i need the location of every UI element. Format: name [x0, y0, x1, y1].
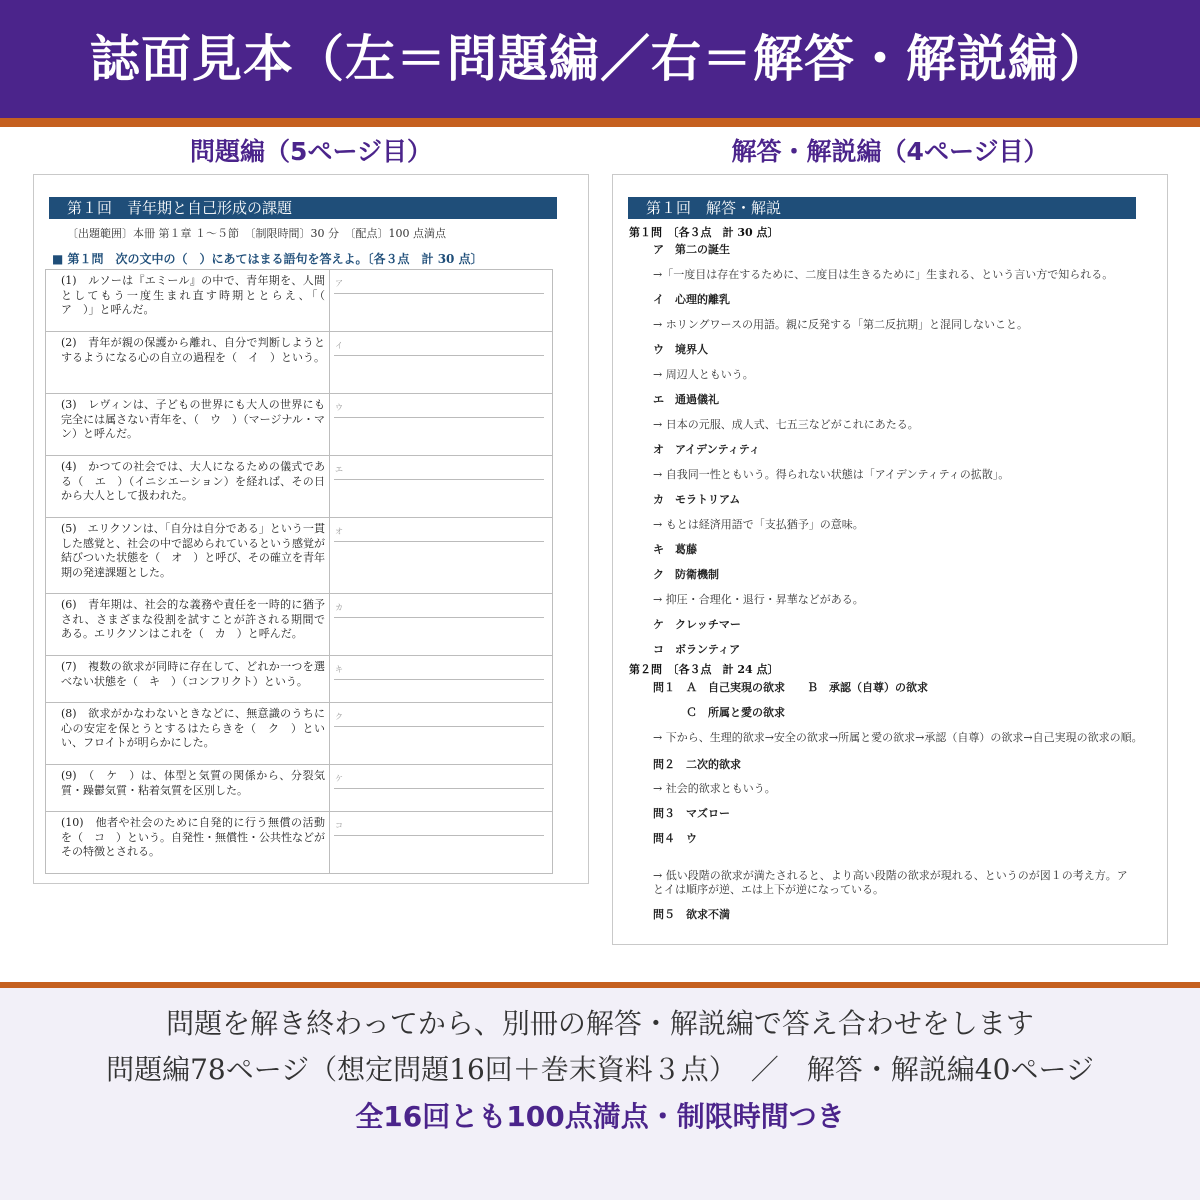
- answer-item: オ アイデンティティ: [653, 443, 761, 456]
- answer-item: Ｃ 所属と愛の欲求: [653, 706, 785, 719]
- answer-label: ア: [335, 279, 343, 288]
- footer-line-3: 全16回とも100点満点・制限時間つき: [355, 1100, 845, 1133]
- answer-label: オ: [335, 527, 343, 536]
- answer-explanation: → 自我同一性ともいう。得られない状態は「アイデンティティの拡散」。: [653, 468, 1010, 481]
- answer-item: イ 心理的離乳: [653, 293, 730, 306]
- question-row: [46, 456, 552, 518]
- answer-item: 問４ ウ: [653, 832, 697, 845]
- answer-label: キ: [335, 665, 343, 674]
- answer-label: カ: [335, 603, 343, 612]
- answer-explanation: → 抑圧・合理化・退行・昇華などがある。: [653, 593, 864, 606]
- answer-explanation: → ホリングワースの用語。親に反発する「第二反抗期」と混同しないこと。: [653, 318, 1028, 331]
- question-text: (10) 他者や社会のために自発的に行う無償の活動を（ コ ）という。自発性・無償性・公共性などがその特徴とされる。: [46, 812, 330, 873]
- answer-line: [334, 417, 544, 418]
- answer-line: [334, 835, 544, 836]
- answer-line: [334, 355, 544, 356]
- answer-cell[interactable]: [330, 518, 552, 593]
- answer-line: [334, 617, 544, 618]
- answer-label: エ: [335, 465, 343, 474]
- answer-cell[interactable]: [330, 656, 552, 702]
- question-text: (2) 青年が親の保護から離れ、自分で判断しようとするようになる心の自立の過程を（ イ ）という。: [46, 332, 330, 393]
- answer-cell[interactable]: [330, 456, 552, 517]
- answer-explanation: → 社会的欲求ともいう。: [653, 782, 776, 795]
- answer-line: [334, 541, 544, 542]
- answer-item: 問３ マズロー: [653, 807, 730, 820]
- answer-cell[interactable]: [330, 394, 552, 455]
- question-row: [46, 518, 552, 594]
- answer-page: [612, 174, 1168, 945]
- answer-item: カ モラトリアム: [653, 493, 741, 506]
- answer-cell[interactable]: [330, 332, 552, 393]
- banner-title: 誌面見本（左＝問題編／右＝解答・解説編）: [90, 30, 1110, 88]
- question-row: [46, 594, 552, 656]
- question-text: (5) エリクソンは、「自分は自分である」という一貫した感覚と、社会の中で認められているという感覚が結びついた状態を（ オ ）と呼び、その確立を青年期の発達課題とした。: [46, 518, 330, 593]
- question-text: (6) 青年期は、社会的な義務や責任を一時的に猶予され、さまざまな役割を試すことが許される期間である。エリクソンはこれを（ カ ）と呼んだ。: [46, 594, 330, 655]
- answer-label: ケ: [335, 774, 343, 783]
- answer-item: キ 葛藤: [653, 543, 697, 556]
- footer-line-2: 問題編78ページ（想定問題16回＋巻末資料３点） ／ 解答・解説編40ページ: [106, 1053, 1094, 1086]
- answer-line: [334, 788, 544, 789]
- footer-line-1: 問題を解き終わってから、別冊の解答・解説編で答え合わせをします: [166, 1007, 1034, 1040]
- answer-explanation: → 低い段階の欲求が満たされると、より高い段階の欲求が現れる、というのが図１の考え方。アとイは順序が逆、エは上下が逆になっている。: [653, 869, 1128, 896]
- question-row: [46, 270, 552, 332]
- answer-label: ク: [335, 712, 343, 721]
- question-text: (7) 複数の欲求が同時に存在して、どれか一つを選べない状態を（ キ ）（コンフリクト）という。: [46, 656, 330, 702]
- answer-explanation: → もとは経済用語で「支払猶予」の意味。: [653, 518, 864, 531]
- question-table: [45, 269, 553, 874]
- answer-page-title: 第１回 解答・解説: [628, 197, 1136, 219]
- answer-cell[interactable]: [330, 703, 552, 764]
- question-text: (3) レヴィンは、子どもの世界にも大人の世界にも完全には属さない青年を、（ ウ ）（マージナル・マン）と呼んだ。: [46, 394, 330, 455]
- answer-explanation: → 周辺人ともいう。: [653, 368, 754, 381]
- answer-item: ア 第二の誕生: [653, 243, 730, 256]
- answer-line: [334, 679, 544, 680]
- answer-line: [334, 726, 544, 727]
- answer-item: 問１ Ａ 自己実現の欲求 Ｂ 承認（自尊）の欲求: [653, 681, 928, 694]
- answer-cell[interactable]: [330, 270, 552, 331]
- answer-item: ク 防衛機制: [653, 568, 719, 581]
- question-row: [46, 812, 552, 874]
- answer-cell[interactable]: [330, 812, 552, 873]
- answer-cell[interactable]: [330, 594, 552, 655]
- answer-item: ケ クレッチマー: [653, 618, 741, 631]
- answer-section-heading: 第２問 〔各３点 計 24 点〕: [629, 663, 779, 676]
- left-column-heading: 問題編（5ページ目）: [190, 137, 432, 166]
- question-text: (8) 欲求がかなわないときなどに、無意識のうちに心の安定を保とうとするはたらきを（ ク ）といい、フロイトが明らかにした。: [46, 703, 330, 764]
- answer-item: コ ボランティア: [653, 643, 741, 656]
- question-text: (1) ルソーは『エミール』の中で、青年期を、人間としてもう一度生まれ直す時期ととらえ、「（ ア ）」と呼んだ。: [46, 270, 330, 331]
- question-row: [46, 656, 552, 703]
- answer-item: 問２ 二次的欲求: [653, 758, 741, 771]
- answer-line: [334, 479, 544, 480]
- question-row: [46, 394, 552, 456]
- answer-label: コ: [335, 821, 343, 830]
- question-text: (9) （ ケ ）は、体型と気質の関係から、分裂気質・躁鬱気質・粘着気質を区別した。: [46, 765, 330, 811]
- answer-label: イ: [335, 341, 343, 350]
- question-row: [46, 703, 552, 765]
- answer-explanation: →「一度目は存在するために、二度目は生きるために」生まれる、という言い方で知られる。: [653, 268, 1114, 281]
- answer-section-heading: 第１問 〔各３点 計 30 点〕: [629, 226, 779, 239]
- answer-item: 問５ 欲求不満: [653, 908, 730, 921]
- answer-item: ウ 境界人: [653, 343, 708, 356]
- answer-label: ウ: [335, 403, 343, 412]
- question-row: [46, 332, 552, 394]
- answer-cell[interactable]: [330, 765, 552, 811]
- question-text: (4) かつての社会では、大人になるための儀式である（ エ ）（イニシエーション）を経れば、その日から大人として扱われた。: [46, 456, 330, 517]
- exam-meta: 〔出題範囲〕本冊 第１章 １～５節 〔制限時間〕30 分 〔配点〕100 点満点: [67, 227, 446, 240]
- answer-explanation: → 下から、生理的欲求→安全の欲求→所属と愛の欲求→承認（自尊）の欲求→自己実現の欲求の順。: [653, 731, 1143, 744]
- answer-item: エ 通過儀礼: [653, 393, 719, 406]
- right-column-heading: 解答・解説編（4ページ目）: [731, 137, 1049, 166]
- question-row: [46, 765, 552, 812]
- section-heading: ■ 第１問 次の文中の（ ）にあてはまる語句を答えよ。〔各３点 計 30 点〕: [52, 252, 483, 266]
- question-page: [33, 174, 589, 884]
- question-page-title: 第１回 青年期と自己形成の課題: [49, 197, 557, 219]
- banner-divider: [0, 118, 1200, 127]
- answer-line: [334, 293, 544, 294]
- answer-explanation: → 日本の元服、成人式、七五三などがこれにあたる。: [653, 418, 919, 431]
